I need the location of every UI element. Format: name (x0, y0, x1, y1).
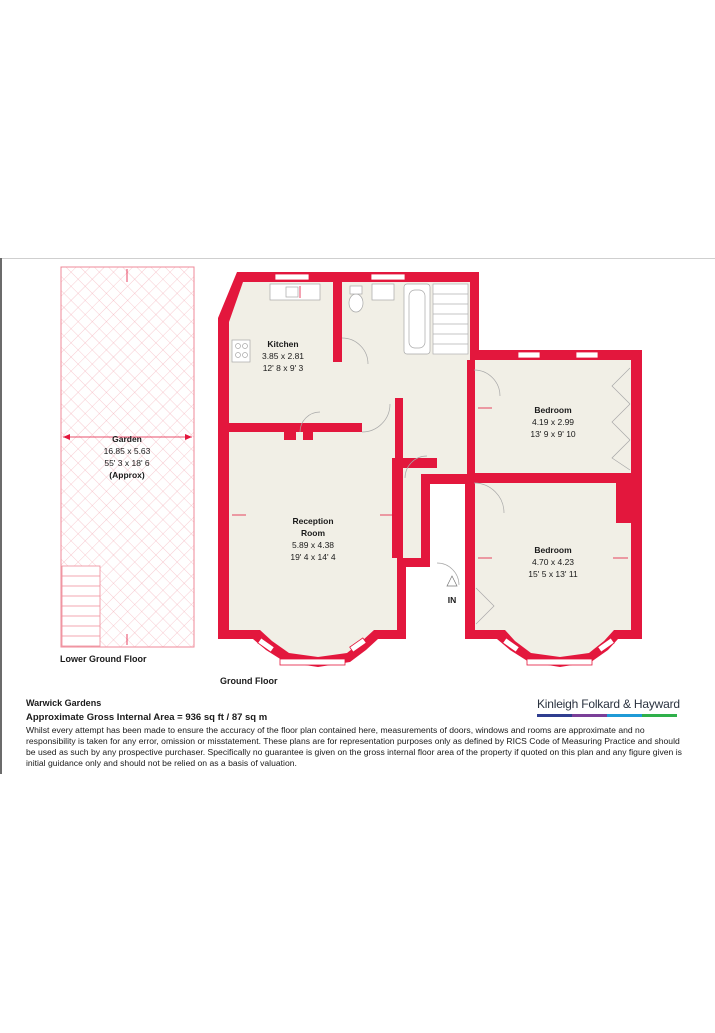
garden-imperial: 55' 3 x 18' 6 (104, 458, 150, 468)
entrance-label: IN (447, 595, 457, 605)
bedroom2-name: Bedroom (534, 545, 572, 555)
garden-metric: 16.85 x 5.63 (103, 446, 151, 456)
brand-logo (537, 697, 679, 717)
bedroom2-metric: 4.70 x 4.23 (531, 557, 575, 567)
entrance-arrow-icon (447, 576, 457, 586)
brand-bar-segment (537, 714, 572, 717)
brand-bar-segment (642, 714, 677, 717)
garden-name: Garden (112, 434, 142, 444)
reception-imperial: 19' 4 x 14' 4 (290, 552, 336, 562)
garden-stairs (62, 566, 100, 646)
reception-name-line2: Room (300, 528, 326, 538)
bedroom1-imperial: 13' 9 x 9' 10 (530, 429, 576, 439)
floor-plan (0, 258, 715, 698)
brand-color-bar (537, 714, 677, 717)
property-title: Warwick Gardens (26, 698, 102, 708)
kitchen-metric: 3.85 x 2.81 (261, 351, 305, 361)
bedroom1-metric: 4.19 x 2.99 (531, 417, 575, 427)
gross-area: Approximate Gross Internal Area = 936 sq ft / 87 sq m (26, 712, 268, 723)
brand-bar-segment (572, 714, 607, 717)
bedroom2-imperial: 15' 5 x 13' 11 (528, 569, 578, 579)
reception-metric: 5.89 x 4.38 (291, 540, 335, 550)
reception-name-line1: Reception (292, 516, 334, 526)
kitchen-name: Kitchen (267, 339, 299, 349)
brand-bar-segment (607, 714, 642, 717)
lower-ground-floor-label: Lower Ground Floor (60, 654, 147, 664)
bedroom1-name: Bedroom (534, 405, 572, 415)
brand-name: Kinleigh Folkard & Hayward (537, 697, 680, 711)
disclaimer-text: Whilst every attempt has been made to ensure the accuracy of the floor plan contained here, measurements of doors, windows and rooms are approximate and no responsibility is taken for any error, omission or misstatement. These plans are for representation purposes only as defined by RICS Code of Measuring Practice and should be used as such by any prospective purchaser. Specifically no guarantee is given on the gross internal floor area of the property if quoted on this plan and any figure given is initial guidance only and should not be relied on as a basis of valuation. (26, 725, 682, 768)
kitchen-imperial: 12' 8 x 9' 3 (262, 363, 304, 373)
ground-stairs (433, 284, 468, 354)
ground-floor-label: Ground Floor (220, 676, 278, 686)
garden-note: (Approx) (109, 470, 145, 480)
